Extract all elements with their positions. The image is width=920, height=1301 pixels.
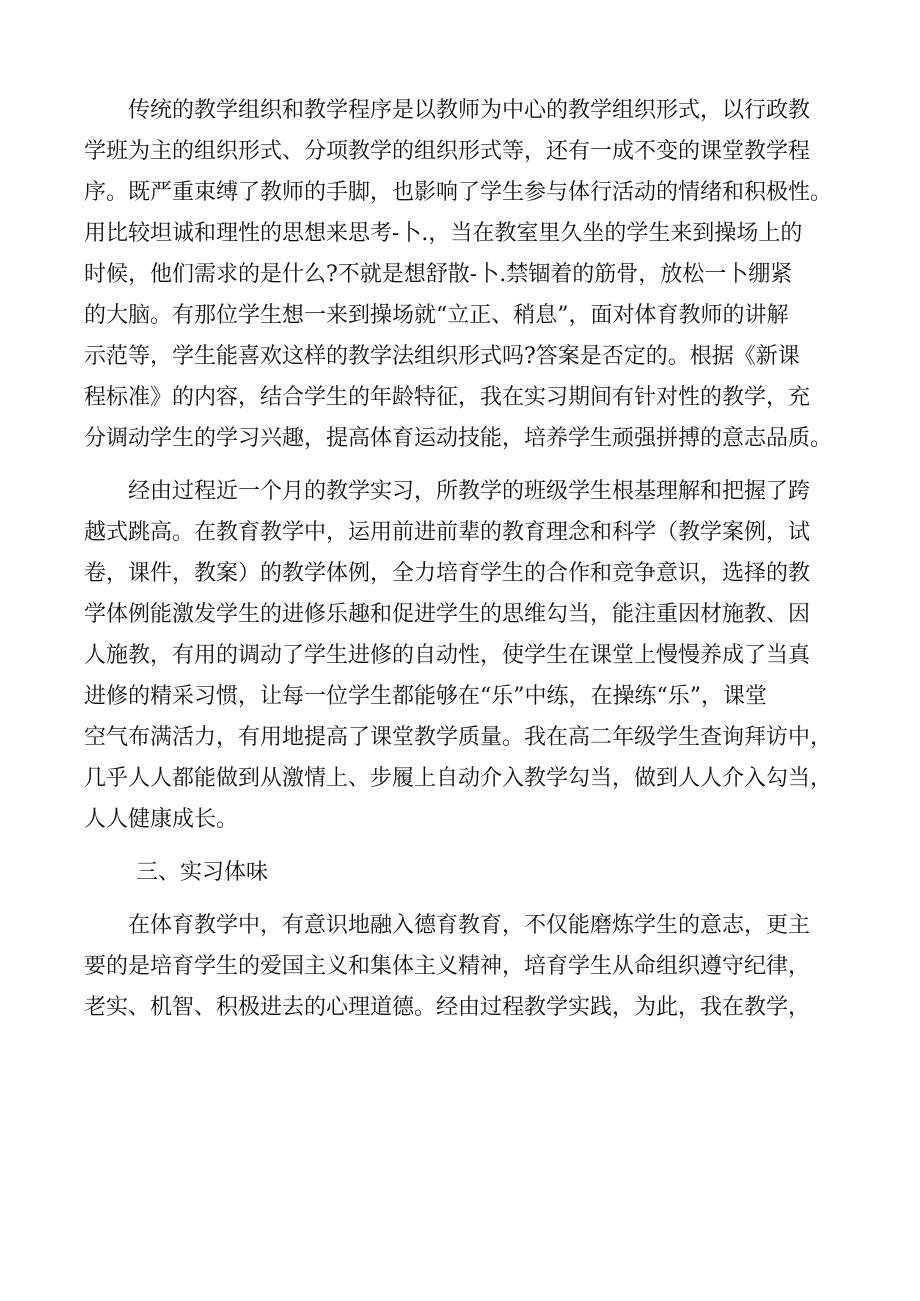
paragraph-line: 学班为主的组织形式、分项教学的组织形式等，还有一成不变的课堂教学程 (84, 139, 811, 164)
paragraph-line: 卷，课件，教案）的教学体例，全力培育学生的合作和竞争意识，选择的教 (84, 561, 811, 586)
paragraph-line: 示范等，学生能喜欢这样的教学法组织形式吗?答案是否定的。根据《新课 (84, 344, 800, 369)
paragraph-line: 老实、机智、积极进去的心理道德。经由过程教学实践，为此，我在教学， (84, 995, 811, 1020)
paragraph-line: 时候，他们需求的是什么?不就是想舒散-卜.禁锢着的筋骨，放松一卜绷紧 (84, 262, 793, 287)
paragraph-line: 传统的教学组织和教学程序是以教师为中心的教学组织形式，以行政教 (128, 98, 811, 123)
paragraph-traditional-teaching (84, 90, 836, 459)
paragraph-line: 要的是培育学生的爱国主义和集体主义精神，培育学生从命组织遵守纪律， (84, 954, 811, 979)
section-heading: 三、实习体味 (136, 860, 269, 885)
paragraph-line: 用比较坦诚和理性的思想来思考-卜.，当在教室里久坐的学生来到操场上的 (84, 221, 803, 246)
paragraph-spacer (84, 840, 836, 852)
paragraph-spacer (84, 459, 836, 471)
paragraph-spacer (84, 893, 836, 905)
paragraph-line: 越式跳高。在教育教学中，运用前进前辈的教育理念和科学（教学案例，试 (84, 520, 811, 545)
paragraph-line: 程标准》的内容，结合学生的年龄特征，我在实习期间有针对性的教学，充 (84, 385, 811, 410)
paragraph-line: 进修的精采习惯，让每一位学生都能够在“乐”中练，在操练“乐”，课堂 (84, 684, 767, 709)
document-body (84, 90, 836, 1028)
paragraph-internship-results (84, 471, 836, 840)
paragraph-line: 学体例能激发学生的进修乐趣和促进学生的思维勾当，能注重因材施教、因 (84, 602, 811, 627)
paragraph-line: 空气布满活力，有用地提高了课堂教学质量。我在高二年级学生查询拜访中， (84, 725, 833, 750)
paragraph-line: 在体育教学中，有意识地融入德育教育，不仅能磨炼学生的意志，更主 (128, 913, 811, 938)
paragraph-line: 人人健康成长。 (84, 807, 239, 832)
paragraph-line: 人施教，有用的调动了学生进修的自动性，使学生在课堂上慢慢养成了当真 (84, 643, 811, 668)
paragraph-line: 经由过程近一个月的教学实习，所教学的班级学生根基理解和把握了跨 (128, 479, 811, 504)
paragraph-line: 分调动学生的学习兴趣，提高体育运动技能，培养学生顽强拼搏的意志品质。 (84, 426, 833, 451)
paragraph-line: 的大脑。有那位学生想一来到操场就“立正、稍息”，面对体育教师的讲解 (84, 303, 789, 328)
paragraph-line: 几乎人人都能做到从激情上、步履上自动介入教学勾当，做到人人介入勾当， (84, 766, 833, 791)
paragraph-moral-education (84, 905, 836, 1028)
paragraph-line: 序。既严重束缚了教师的手脚，也影响了学生参与体行活动的情绪和积极性。 (84, 180, 833, 205)
